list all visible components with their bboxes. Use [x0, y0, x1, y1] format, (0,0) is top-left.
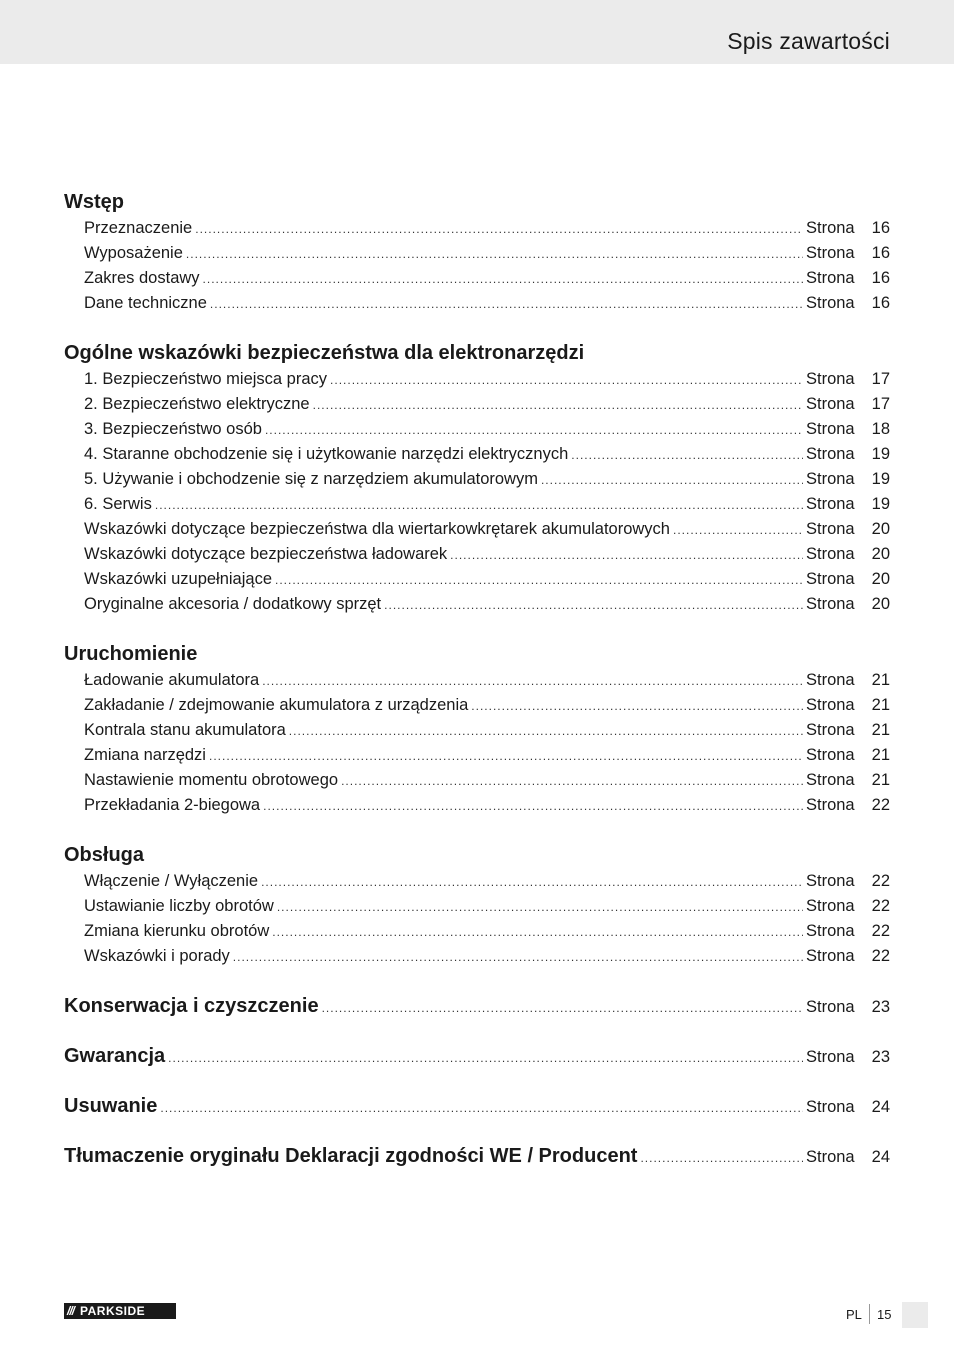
- toc-entry[interactable]: [64, 718, 890, 743]
- toc-entry[interactable]: [64, 266, 890, 291]
- page-number: 24: [871, 1148, 890, 1166]
- page-number: 24: [871, 1098, 890, 1116]
- page-number: 16: [871, 244, 890, 262]
- entry-label: Wskazówki dotyczące bezpieczeństwa dla wiertarkowkrętarek akumulatorowych: [84, 520, 670, 538]
- entry-label: Ładowanie akumulatora: [84, 671, 260, 689]
- page-number: 22: [871, 872, 890, 890]
- footer-tab-box: [902, 1302, 928, 1328]
- page-label: Strona: [806, 219, 855, 237]
- page-number: 20: [871, 520, 890, 538]
- dot-leader: [209, 744, 803, 769]
- page-label: Strona: [806, 897, 855, 915]
- page-number: 20: [871, 545, 890, 563]
- toc-entry[interactable]: [64, 894, 890, 919]
- entry-label: Zakres dostawy: [84, 269, 200, 287]
- toc-entry[interactable]: [64, 467, 890, 492]
- entry-label: 4. Staranne obchodzenie się i użytkowanie narzędzi elektrycznych: [84, 445, 569, 463]
- section-title: Obsługa: [64, 844, 145, 866]
- toc-section: [64, 841, 890, 969]
- page-number: 22: [871, 897, 890, 915]
- dot-leader: [450, 543, 803, 568]
- page-label: Strona: [806, 420, 855, 438]
- dot-leader: [640, 1144, 803, 1172]
- page-number: 16: [871, 269, 890, 287]
- toc-section: [64, 339, 890, 617]
- page-number: 23: [871, 1048, 890, 1066]
- logo-text: PARKSIDE: [80, 1304, 146, 1318]
- page-label: Strona: [806, 696, 855, 714]
- page-label: Strona: [806, 370, 855, 388]
- page-label: Strona: [806, 495, 855, 513]
- entry-label: 5. Używanie i obchodzenie się z narzędziem akumulatorowym: [84, 470, 538, 488]
- entry-label: Nastawienie momentu obrotowego: [84, 771, 339, 789]
- toc-section: [64, 188, 890, 316]
- dot-leader: [155, 493, 803, 518]
- toc-entry[interactable]: [64, 567, 890, 592]
- toc-heading-entry[interactable]: [64, 1142, 890, 1170]
- toc-entry[interactable]: [64, 743, 890, 768]
- dot-leader: [262, 669, 803, 694]
- heading-label: Tłumaczenie oryginału Deklaracji zgodności WE / Producent: [64, 1145, 638, 1167]
- dot-leader: [341, 769, 803, 794]
- language-code: PL: [846, 1307, 862, 1322]
- dot-leader: [195, 217, 803, 242]
- section-title: Uruchomienie: [64, 643, 198, 665]
- dot-leader: [541, 468, 803, 493]
- toc-entry[interactable]: [64, 442, 890, 467]
- page-number: 21: [871, 696, 890, 714]
- page-number: 19: [871, 470, 890, 488]
- page-number: 20: [871, 595, 890, 613]
- entry-label: Zakładanie / zdejmowanie akumulatora z urządzenia: [84, 696, 469, 714]
- page-number: 21: [871, 671, 890, 689]
- page-label: Strona: [806, 445, 855, 463]
- toc-entry[interactable]: [64, 517, 890, 542]
- toc-entry[interactable]: [64, 919, 890, 944]
- dot-leader: [272, 920, 803, 945]
- table-of-contents: [64, 188, 890, 1192]
- section-title: Wstęp: [64, 191, 124, 213]
- dot-leader: [277, 895, 803, 920]
- page-number: 21: [871, 721, 890, 739]
- dot-leader: [186, 242, 803, 267]
- page-number: 22: [871, 796, 890, 814]
- dot-leader: [330, 368, 803, 393]
- entry-label: Wskazówki dotyczące bezpieczeństwa ładowarek: [84, 545, 448, 563]
- entry-label: Zmiana kierunku obrotów: [84, 922, 270, 940]
- page-label: Strona: [806, 671, 855, 689]
- toc-heading-entry[interactable]: [64, 992, 890, 1020]
- toc-entry[interactable]: [64, 542, 890, 567]
- page-number: 22: [871, 947, 890, 965]
- dot-leader: [313, 393, 803, 418]
- dot-leader: [160, 1094, 803, 1122]
- page-number: 19: [871, 445, 890, 463]
- page-number-footer: 15: [877, 1307, 892, 1322]
- toc-entry[interactable]: [64, 492, 890, 517]
- logo-stripes: ///: [67, 1304, 75, 1318]
- footer-divider: [869, 1304, 870, 1324]
- page-number: 17: [871, 370, 890, 388]
- page-number: 17: [871, 395, 890, 413]
- page-label: Strona: [806, 721, 855, 739]
- toc-entry[interactable]: [64, 668, 890, 693]
- page-label: Strona: [806, 872, 855, 890]
- parkside-logo: [64, 1303, 176, 1319]
- page-label: Strona: [806, 395, 855, 413]
- dot-leader: [571, 443, 803, 468]
- page-label: Strona: [806, 771, 855, 789]
- entry-label: Przeznaczenie: [84, 219, 193, 237]
- page-label: Strona: [806, 520, 855, 538]
- toc-entry[interactable]: [64, 367, 890, 392]
- page-number: 21: [871, 771, 890, 789]
- page-label: Strona: [806, 570, 855, 588]
- page-label: Strona: [806, 1148, 855, 1166]
- page-label: Strona: [806, 998, 855, 1016]
- dot-leader: [263, 794, 803, 819]
- page-number: 22: [871, 922, 890, 940]
- dot-leader: [289, 719, 803, 744]
- entry-label: Przekładania 2-biegowa: [84, 796, 261, 814]
- page-label: Strona: [806, 470, 855, 488]
- page-number: 21: [871, 746, 890, 764]
- page-label: Strona: [806, 1098, 855, 1116]
- page-number: 19: [871, 495, 890, 513]
- entry-label: Oryginalne akcesoria / dodatkowy sprzęt: [84, 595, 382, 613]
- toc-entry[interactable]: [64, 241, 890, 266]
- entry-label: Wyposażenie: [84, 244, 183, 262]
- entry-label: Ustawianie liczby obrotów: [84, 897, 274, 915]
- entry-label: Zmiana narzędzi: [84, 746, 206, 764]
- dot-leader: [203, 267, 803, 292]
- entry-label: 3. Bezpieczeństwo osób: [84, 420, 262, 438]
- page-label: Strona: [806, 746, 855, 764]
- heading-label: Usuwanie: [64, 1095, 158, 1117]
- toc-entry[interactable]: [64, 944, 890, 969]
- entry-label: Wskazówki i porady: [84, 947, 230, 965]
- toc-entry[interactable]: [64, 768, 890, 793]
- page-label: Strona: [806, 244, 855, 262]
- page-label: Strona: [806, 796, 855, 814]
- dot-leader: [471, 694, 803, 719]
- page-label: Strona: [806, 947, 855, 965]
- page-number: 23: [871, 998, 890, 1016]
- dot-leader: [210, 292, 803, 317]
- heading-label: Konserwacja i czyszczenie: [64, 995, 319, 1017]
- page-number: 18: [871, 420, 890, 438]
- dot-leader: [275, 568, 803, 593]
- toc-heading-entry[interactable]: [64, 1092, 890, 1120]
- page-label: Strona: [806, 922, 855, 940]
- page-label: Strona: [806, 294, 855, 312]
- toc-entry[interactable]: [64, 592, 890, 617]
- toc-entry[interactable]: [64, 291, 890, 316]
- page-number: 16: [871, 294, 890, 312]
- toc-entry[interactable]: [64, 869, 890, 894]
- page-number: 16: [871, 219, 890, 237]
- page-title: Spis zawartości: [727, 28, 890, 54]
- dot-leader: [265, 418, 803, 443]
- section-title: Ogólne wskazówki bezpieczeństwa dla elektronarzędzi: [64, 342, 585, 364]
- page-label: Strona: [806, 595, 855, 613]
- entry-label: Wskazówki uzupełniające: [84, 570, 273, 588]
- toc-entry[interactable]: [64, 793, 890, 818]
- dot-leader: [168, 1044, 803, 1072]
- entry-label: 6. Serwis: [84, 495, 152, 513]
- dot-leader: [233, 945, 803, 970]
- page-number: 20: [871, 570, 890, 588]
- toc-entry[interactable]: [64, 216, 890, 241]
- entry-label: Włączenie / Wyłączenie: [84, 872, 259, 890]
- dot-leader: [261, 870, 803, 895]
- entry-label: 1. Bezpieczeństwo miejsca pracy: [84, 370, 328, 388]
- toc-entry[interactable]: [64, 417, 890, 442]
- dot-leader: [322, 994, 803, 1022]
- dot-leader: [384, 593, 803, 618]
- page-label: Strona: [806, 269, 855, 287]
- page-label: Strona: [806, 1048, 855, 1066]
- toc-section: [64, 640, 890, 818]
- page-label: Strona: [806, 545, 855, 563]
- toc-entry[interactable]: [64, 392, 890, 417]
- dot-leader: [673, 518, 803, 543]
- toc-heading-entry[interactable]: [64, 1042, 890, 1070]
- entry-label: Dane techniczne: [84, 294, 207, 312]
- heading-label: Gwarancja: [64, 1045, 166, 1067]
- entry-label: 2. Bezpieczeństwo elektryczne: [84, 395, 310, 413]
- toc-entry[interactable]: [64, 693, 890, 718]
- entry-label: Kontrala stanu akumulatora: [84, 721, 286, 739]
